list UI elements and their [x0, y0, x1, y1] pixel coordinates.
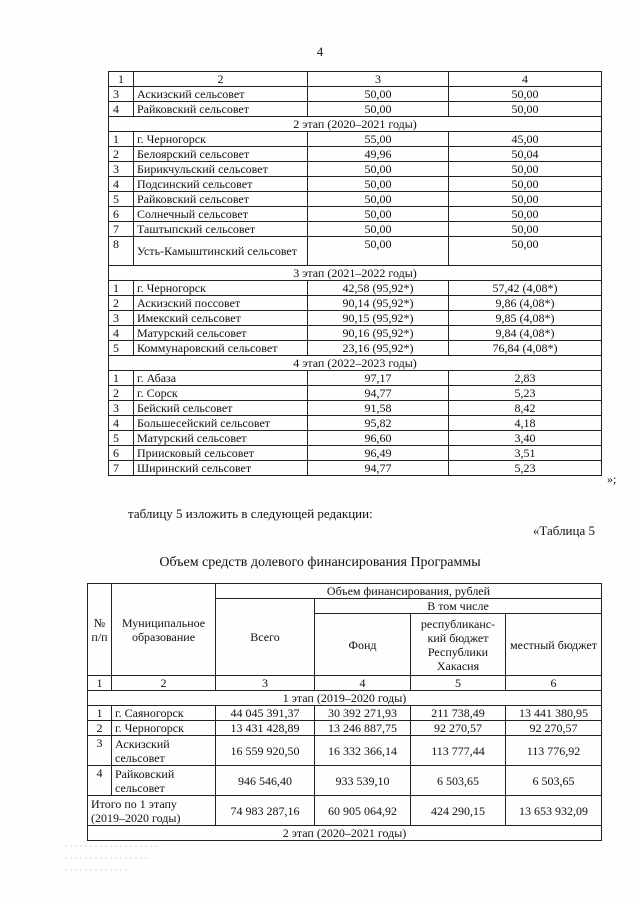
municipality-name: Ширинский сельсовет	[134, 461, 308, 476]
share-share-a: 97,17	[308, 371, 449, 386]
share-share-b: 50,04	[449, 147, 602, 162]
row-number: 6	[109, 446, 134, 461]
shares-header-cell: 1	[109, 72, 134, 87]
stage-label: 4 этап (2022–2023 годы)	[109, 356, 602, 371]
subtotal-fund: 60 905 064,92	[315, 796, 411, 826]
share-share-b: 9,84 (4,08*)	[449, 326, 602, 341]
row-number: 6	[109, 207, 134, 222]
local-value: 6 503,65	[506, 766, 602, 796]
table-row	[109, 386, 602, 401]
row-number: 2	[109, 147, 134, 162]
col-local-header: местный бюджет	[506, 614, 602, 676]
table-row	[109, 102, 602, 117]
municipality-name: Аскизский поссовет	[134, 296, 308, 311]
col-number-cell: 1	[88, 676, 112, 691]
share-share-a: 50,00	[308, 102, 449, 117]
share-share-b: 50,00	[449, 177, 602, 192]
table-row	[109, 341, 602, 356]
shares-header-row	[109, 72, 602, 87]
row-number: 2	[109, 386, 134, 401]
share-share-a: 55,00	[308, 132, 449, 147]
share-share-a: 90,16 (95,92*)	[308, 326, 449, 341]
table-row	[109, 281, 602, 296]
municipality-name: Райковский сельсовет	[134, 102, 308, 117]
share-share-b: 57,42 (4,08*)	[449, 281, 602, 296]
share-share-b: 50,00	[449, 192, 602, 207]
row-number: 2	[88, 721, 112, 736]
financing-table	[87, 583, 602, 841]
municipality-name: Солнечный сельсовет	[134, 207, 308, 222]
subtotal-local: 13 653 932,09	[506, 796, 602, 826]
municipality-name: г. Сорск	[134, 386, 308, 401]
col-number-cell: 5	[411, 676, 506, 691]
share-share-a: 50,00	[308, 222, 449, 237]
share-share-b: 45,00	[449, 132, 602, 147]
row-number: 4	[109, 326, 134, 341]
share-share-a: 90,15 (95,92*)	[308, 311, 449, 326]
municipality-name: Аскизский сельсовет	[112, 736, 216, 766]
row-number: 4	[109, 102, 134, 117]
col-number-cell: 2	[112, 676, 216, 691]
col-republic-header: республиканс-кий бюджет Республики Хакасия	[411, 614, 506, 676]
share-share-a: 95,82	[308, 416, 449, 431]
page-number: 4	[316, 44, 324, 59]
col-number-cell: 6	[506, 676, 602, 691]
row-number: 1	[109, 281, 134, 296]
local-value: 92 270,57	[506, 721, 602, 736]
share-share-a: 50,00	[308, 207, 449, 222]
col-number-cell: 3	[216, 676, 315, 691]
share-share-a: 50,00	[308, 162, 449, 177]
fund-value: 13 246 887,75	[315, 721, 411, 736]
row-number: 4	[88, 766, 112, 796]
table-row	[109, 222, 602, 237]
local-value: 13 441 380,95	[506, 706, 602, 721]
share-share-a: 50,00	[308, 177, 449, 192]
stage-1-label: 1 этап (2019–2020 годы)	[88, 691, 602, 706]
table-row	[88, 706, 602, 721]
table-row	[109, 87, 602, 102]
municipality-name: г. Черногорск	[134, 281, 308, 296]
row-number: 4	[109, 416, 134, 431]
share-share-a: 94,77	[308, 461, 449, 476]
row-number: 7	[109, 222, 134, 237]
share-share-b: 4,18	[449, 416, 602, 431]
row-number: 3	[109, 311, 134, 326]
municipality-name: Бирикчульский сельсовет	[134, 162, 308, 177]
share-share-b: 5,23	[449, 461, 602, 476]
table-row	[109, 416, 602, 431]
republic-value: 92 270,57	[411, 721, 506, 736]
table-row	[109, 147, 602, 162]
stage-row	[109, 266, 602, 281]
subtotal-total: 74 983 287,16	[216, 796, 315, 826]
share-share-a: 90,14 (95,92*)	[308, 296, 449, 311]
table-row	[109, 431, 602, 446]
municipality-name: Подсинский сельсовет	[134, 177, 308, 192]
table-row	[109, 296, 602, 311]
stage-row	[109, 356, 602, 371]
municipality-name: г. Черногорск	[134, 132, 308, 147]
share-share-b: 2,83	[449, 371, 602, 386]
municipality-name: Белоярский сельсовет	[134, 147, 308, 162]
table-row	[88, 721, 602, 736]
total-value: 13 431 428,89	[216, 721, 315, 736]
fund-value: 933 539,10	[315, 766, 411, 796]
table-caption: «Таблица 5	[532, 523, 595, 538]
municipality-name: Матурский сельсовет	[134, 326, 308, 341]
fund-value: 30 392 271,93	[315, 706, 411, 721]
table-title: Объем средств долевого финансирования Программы	[159, 555, 481, 570]
row-number: 1	[88, 706, 112, 721]
shares-header-cell: 2	[134, 72, 308, 87]
share-share-b: 50,00	[449, 87, 602, 102]
republic-value: 211 738,49	[411, 706, 506, 721]
share-share-a: 23,16 (95,92*)	[308, 341, 449, 356]
share-share-a: 50,00	[308, 87, 449, 102]
col-num-header: № п/п	[88, 584, 112, 676]
municipality-name: Матурский сельсовет	[134, 431, 308, 446]
municipality-name: Приисковый сельсовет	[134, 446, 308, 461]
row-number: 3	[109, 162, 134, 177]
row-number: 5	[109, 192, 134, 207]
share-share-b: 50,00	[449, 222, 602, 237]
share-share-b: 50,00	[449, 162, 602, 177]
share-share-a: 49,96	[308, 147, 449, 162]
table-row	[109, 311, 602, 326]
share-share-b: 3,40	[449, 431, 602, 446]
share-share-a: 96,49	[308, 446, 449, 461]
table-row	[109, 207, 602, 222]
share-share-b: 8,42	[449, 401, 602, 416]
municipality-name: Райковский сельсовет	[134, 192, 308, 207]
table-row	[109, 371, 602, 386]
table-row	[88, 736, 602, 766]
local-value: 113 776,92	[506, 736, 602, 766]
municipality-name: Бейский сельсовет	[134, 401, 308, 416]
table-row	[88, 766, 602, 796]
subtotal-row	[88, 796, 602, 826]
table-row	[109, 326, 602, 341]
municipality-name: Таштыпский сельсовет	[134, 222, 308, 237]
intro-text: таблицу 5 изложить в следующей редакции:	[128, 506, 373, 521]
share-share-a: 96,60	[308, 431, 449, 446]
row-number: 3	[88, 736, 112, 766]
col-including-header: В том числе	[315, 599, 602, 614]
row-number: 1	[109, 371, 134, 386]
col-volume-header: Объем финансирования, рублей	[216, 584, 602, 599]
share-share-a: 91,58	[308, 401, 449, 416]
total-value: 946 546,40	[216, 766, 315, 796]
table-row	[109, 132, 602, 147]
table-row	[109, 461, 602, 476]
row-number: 8	[109, 237, 134, 266]
share-share-a: 50,00	[308, 237, 449, 266]
row-number: 1	[109, 132, 134, 147]
share-share-b: 50,00	[449, 207, 602, 222]
table-row	[109, 192, 602, 207]
table-row	[109, 237, 602, 266]
col-municipality-header: Муниципальное образование	[112, 584, 216, 676]
shares-header-cell: 4	[449, 72, 602, 87]
stage-label: 3 этап (2021–2022 годы)	[109, 266, 602, 281]
municipality-name: Коммунаровский сельсовет	[134, 341, 308, 356]
col-fund-header: Фонд	[315, 614, 411, 676]
col-number-cell: 4	[315, 676, 411, 691]
table-row	[109, 177, 602, 192]
republic-value: 6 503,65	[411, 766, 506, 796]
share-share-a: 94,77	[308, 386, 449, 401]
subtotal-label: Итого по 1 этапу (2019–2020 годы)	[88, 796, 216, 826]
share-share-b: 50,00	[449, 237, 602, 266]
faded-stamp	[60, 838, 170, 878]
fund-value: 16 332 366,14	[315, 736, 411, 766]
share-share-b: 76,84 (4,08*)	[449, 341, 602, 356]
row-number: 3	[109, 401, 134, 416]
municipality-name: Имекский сельсовет	[134, 311, 308, 326]
share-share-b: 3,51	[449, 446, 602, 461]
municipality-name: Райковский сельсовет	[112, 766, 216, 796]
row-number: 5	[109, 431, 134, 446]
row-number: 7	[109, 461, 134, 476]
share-share-a: 50,00	[308, 192, 449, 207]
subtotal-republic: 424 290,15	[411, 796, 506, 826]
stage-2-label: 2 этап (2020–2021 годы)	[88, 826, 602, 841]
municipality-name: Большесейский сельсовет	[134, 416, 308, 431]
quote-close: »;	[607, 472, 617, 486]
row-number: 3	[109, 87, 134, 102]
republic-value: 113 777,44	[411, 736, 506, 766]
row-number: 2	[109, 296, 134, 311]
stage-label: 2 этап (2020–2021 годы)	[109, 117, 602, 132]
row-number: 5	[109, 341, 134, 356]
row-number: 4	[109, 177, 134, 192]
stage-row	[109, 117, 602, 132]
shares-table-body	[109, 72, 602, 476]
table-row	[109, 446, 602, 461]
municipality-name: Аскизский сельсовет	[134, 87, 308, 102]
col-total-header: Всего	[216, 599, 315, 676]
total-value: 16 559 920,50	[216, 736, 315, 766]
total-value: 44 045 391,37	[216, 706, 315, 721]
share-share-b: 5,23	[449, 386, 602, 401]
share-share-a: 42,58 (95,92*)	[308, 281, 449, 296]
municipality-name: г. Абаза	[134, 371, 308, 386]
share-share-b: 9,85 (4,08*)	[449, 311, 602, 326]
municipality-name: г. Черногорск	[112, 721, 216, 736]
shares-header-cell: 3	[308, 72, 449, 87]
table-row	[109, 162, 602, 177]
shares-table	[108, 71, 602, 476]
municipality-name: г. Саяногорск	[112, 706, 216, 721]
share-share-b: 50,00	[449, 102, 602, 117]
table-row	[109, 401, 602, 416]
municipality-name: Усть-Камыштинский сельсовет	[134, 237, 308, 266]
share-share-b: 9,86 (4,08*)	[449, 296, 602, 311]
